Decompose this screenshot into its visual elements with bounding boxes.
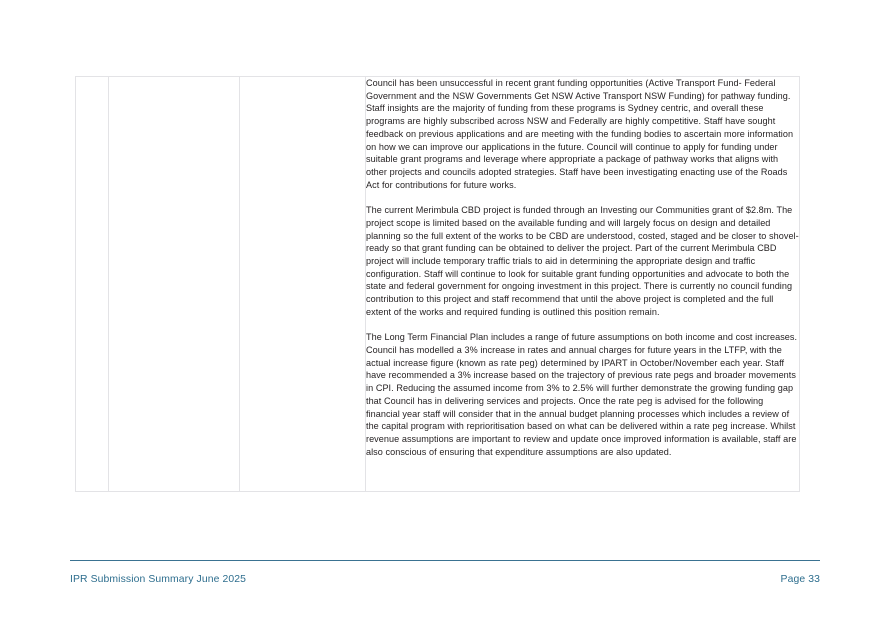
page-footer [70, 560, 820, 600]
body-paragraph-2: The current Merimbula CBD project is funded through an Investing our Communities grant of $2.8m. The project scope is limited based on the available funding and will largely focus on design and detailed planning so the full extent of the works to be CBD are understood, costed, staged and be closer to shovel-ready so that grant funding can be obtained to deliver the project. Part of the current Merimbula CBD project will include temporary traffic trials to aid in determining the appropriate design and traffic configuration. Staff will continue to look for suitable grant funding opportunities and advocate to both the state and federal government for ongoing investment in this project. There is currently no council funding contribution to this project and staff recommend that until the above project is completed and the full extent of the works and required funding is outlined this position remain. [366, 205, 799, 317]
table-cell-column-c [240, 77, 366, 492]
body-paragraph-1: Council has been unsuccessful in recent grant funding opportunities (Active Transport Fund- Federal Government and the NSW Governments Get NSW Active Transport NSW Funding) for pathway funding. Staff insights are the majority of funding from these programs is Sydney centric, and overall these programs are highly subscribed across NSW and Federally are highly competitive. Staff have sought feedback on previous applications and are meeting with the funding bodies to ascertain more information on how we can improve our applications in the future. Council will continue to apply for funding under suitable grant programs and leverage where appropriate a package of pathway works that aligns with other projects and councils adopted strategies. Staff have been investigating enacting use of the Roads Act for contributions for future works. [366, 78, 794, 190]
table-cell-body-text [366, 77, 800, 492]
content-table [75, 76, 800, 492]
footer-page-number: Page 33 [780, 574, 820, 585]
footer-content [70, 574, 820, 585]
footer-divider [70, 560, 820, 561]
table-cell-column-b [109, 77, 240, 492]
body-paragraph-3: The Long Term Financial Plan includes a range of future assumptions on both income and cost increases. Council has modelled a 3% increase in rates and annual charges for future years in the LTFP, with the actual increase figure (known as rate peg) determined by IPART in October/November each year. Staff have recommended a 3% increase based on the trajectory of previous rate pegs and broader movements in CPI. Reducing the assumed income from 3% to 2.5% will further demonstrate the growing funding gap that Council has in delivering services and projects. Once the rate peg is advised for the following financial year staff will consider that in the annual budget planning processes which includes a review of the capital program with reprioritisation based on what can be delivered within a rate peg increase. Whilst revenue assumptions are important to review and update once improved information is available, staff are also conscious of ensuring that expenditure assumptions are also updated. [366, 332, 798, 457]
footer-document-title: IPR Submission Summary June 2025 [70, 574, 247, 585]
table-row [76, 77, 800, 492]
table-cell-column-a [76, 77, 109, 492]
